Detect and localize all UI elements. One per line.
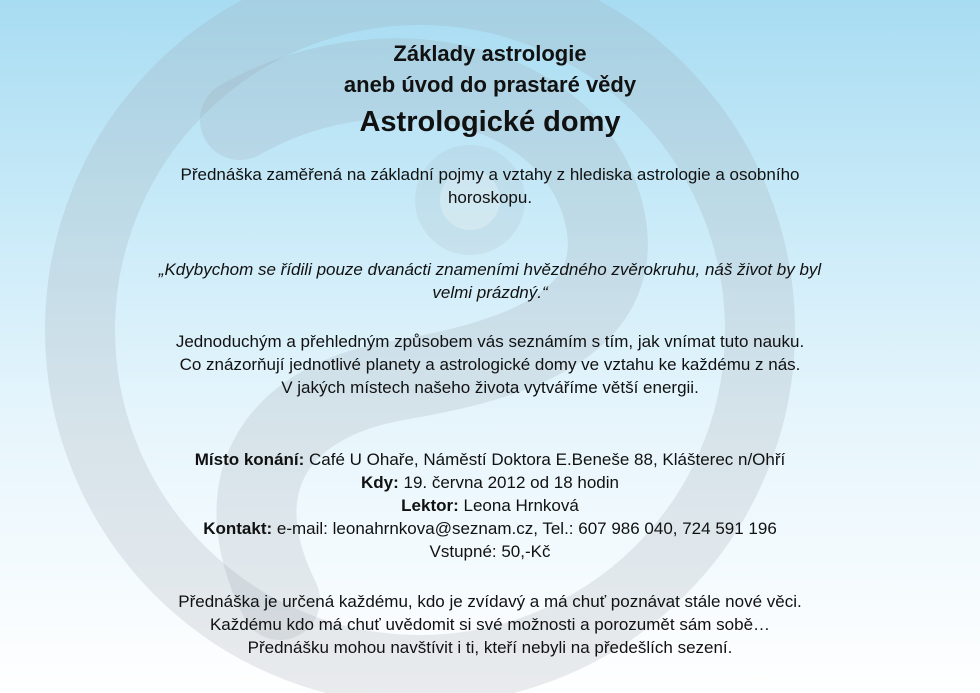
when-value: 19. června 2012 od 18 hodin <box>398 473 619 492</box>
lecturer-value: Leona Hrnková <box>458 496 579 515</box>
lecturer-row <box>60 494 920 517</box>
subtitle-line1: Základy astrologie <box>393 41 587 66</box>
description-paragraph <box>60 330 920 399</box>
quote-line1: „Kdybychom se řídili pouze dvanácti znameními hvězdného zvěrokruhu, náš život by byl <box>158 260 822 279</box>
closing-paragraph <box>60 590 920 659</box>
when-label: Kdy: <box>360 473 399 492</box>
subtitle-line2: aneb úvod do prastaré vědy <box>343 72 637 97</box>
description-line2: Co znázorňují jednotlivé planety a astrologické domy ve vztahu ke každému z nás. <box>179 355 801 374</box>
lecturer-label: Lektor: <box>401 496 459 515</box>
venue-row <box>60 448 920 471</box>
contact-value: e-mail: leonahrnkova@seznam.cz, Tel.: 607 986 040, 724 591 196 <box>272 519 777 538</box>
when-row <box>60 471 920 494</box>
intro-paragraph <box>90 163 890 209</box>
description-line3: V jakých místech našeho života vytváříme větší energii. <box>281 378 699 397</box>
closing-line2: Každému kdo má chuť uvědomit si své možnosti a porozumět sám sobě… <box>209 615 771 634</box>
main-title: Astrologické domy <box>359 106 621 138</box>
closing-line1: Přednáška je určená každému, kdo je zvídavý a má chuť poznávat stále nové věci. <box>178 592 802 611</box>
venue-value: Café U Ohaře, Náměstí Doktora E.Beneše 88, Klášterec n/Ohří <box>304 450 786 469</box>
event-info <box>60 448 920 563</box>
description-line1: Jednoduchým a přehledným způsobem vás seznámím s tím, jak vnímat tuto nauku. <box>175 332 805 351</box>
intro-line1: Přednáška zaměřená na základní pojmy a vztahy z hlediska astrologie a osobního <box>180 165 800 184</box>
venue-label: Místo konání: <box>194 450 305 469</box>
quote-paragraph <box>60 258 920 304</box>
contact-label: Kontakt: <box>203 519 273 538</box>
contact-row <box>60 517 920 540</box>
intro-line2: horoskopu. <box>447 188 533 207</box>
closing-line3: Přednášku mohou navštívit i ti, kteří nebyli na předešlích sezení. <box>247 638 733 657</box>
quote-line2: velmi prázdný.“ <box>432 283 548 302</box>
admission-row: Vstupné: 50,-Kč <box>429 542 551 561</box>
